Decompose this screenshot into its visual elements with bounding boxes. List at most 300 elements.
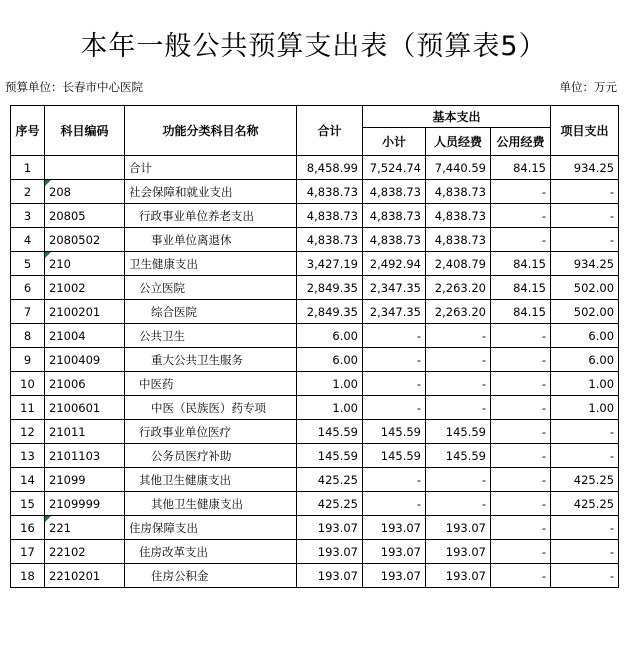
cell-total-text: 425.25 (317, 472, 358, 487)
cell-subtotal-text: - (416, 352, 421, 367)
cell-name (125, 516, 297, 540)
cell-name (125, 564, 297, 588)
cell-seq-text: 16 (20, 520, 35, 535)
table-row (11, 420, 619, 444)
cell-total (297, 156, 363, 180)
cell-total-text: 4,838.73 (306, 208, 358, 223)
cell-project-text: 502.00 (573, 304, 615, 319)
table-row (11, 204, 619, 228)
cell-public-text: - (541, 496, 547, 511)
page-title: 本年一般公共预算支出表（预算表5） (80, 31, 547, 62)
cell-subtotal (363, 300, 426, 324)
cell-personnel (426, 300, 491, 324)
cell-project (551, 324, 619, 348)
cell-public-text: - (541, 544, 547, 559)
cell-subtotal (363, 516, 426, 540)
cell-subtotal-text: 4,838.73 (369, 184, 421, 199)
cell-total-text: 8,458.99 (306, 160, 358, 175)
cell-public-text: - (541, 568, 547, 583)
cell-seq-text: 8 (23, 328, 32, 343)
cell-public (491, 252, 551, 276)
cell-subtotal (363, 540, 426, 564)
cell-total (297, 468, 363, 492)
cell-personnel-text: - (481, 352, 486, 367)
cell-code-text: 2101103 (49, 448, 101, 463)
cell-subtotal-text: - (416, 400, 421, 415)
cell-personnel-text: - (481, 328, 486, 343)
cell-total (297, 372, 363, 396)
header-personnel: 人员经费 (426, 128, 491, 156)
cell-seq-text: 5 (23, 256, 32, 271)
cell-personnel (426, 372, 491, 396)
cell-project (551, 276, 619, 300)
cell-name (125, 300, 297, 324)
cell-code-text: 208 (49, 184, 71, 199)
cell-personnel (426, 396, 491, 420)
cell-subtotal-text: 7,524.74 (369, 160, 421, 175)
cell-personnel-text: - (481, 400, 486, 415)
cell-personnel-text: 7,440.59 (434, 160, 486, 175)
cell-public (491, 420, 551, 444)
cell-seq (11, 492, 45, 516)
cell-code-text: 22102 (49, 544, 86, 559)
cell-seq (11, 252, 45, 276)
cell-total (297, 540, 363, 564)
cell-project (551, 540, 619, 564)
cell-personnel-text: - (481, 472, 486, 487)
cell-subtotal-text: - (416, 328, 421, 343)
cell-subtotal (363, 228, 426, 252)
cell-code-text: 2100601 (49, 400, 101, 415)
cell-total (297, 516, 363, 540)
cell-name (125, 228, 297, 252)
cell-code-text: 20805 (49, 208, 86, 223)
table-row (11, 516, 619, 540)
cell-name (125, 204, 297, 228)
table-row (11, 324, 619, 348)
cell-public-text: - (541, 328, 547, 343)
cell-code-text: 2100201 (49, 304, 101, 319)
cell-personnel-text: 193.07 (445, 568, 486, 583)
cell-code (45, 420, 125, 444)
cell-personnel-text: - (481, 376, 486, 391)
table-row (11, 468, 619, 492)
cell-project-text: - (609, 520, 615, 535)
cell-total (297, 492, 363, 516)
cell-project (551, 348, 619, 372)
cell-subtotal (363, 180, 426, 204)
cell-seq-text: 2 (23, 184, 32, 199)
cell-project (551, 300, 619, 324)
cell-code (45, 492, 125, 516)
header-public: 公用经费 (491, 128, 551, 156)
cell-name (125, 420, 297, 444)
cell-subtotal (363, 324, 426, 348)
cell-subtotal-text: 193.07 (380, 544, 421, 559)
cell-project (551, 516, 619, 540)
cell-subtotal (363, 348, 426, 372)
cell-subtotal-text: 145.59 (380, 448, 421, 463)
cell-code (45, 276, 125, 300)
cell-project-text: 934.25 (573, 160, 615, 175)
cell-personnel (426, 540, 491, 564)
cell-project (551, 396, 619, 420)
cell-subtotal-text: 4,838.73 (369, 208, 421, 223)
cell-project-text: 1.00 (588, 376, 615, 391)
cell-total (297, 420, 363, 444)
cell-subtotal (363, 492, 426, 516)
cell-total-text: 2,849.35 (306, 280, 358, 295)
cell-code-text: 21099 (49, 472, 86, 487)
cell-personnel (426, 180, 491, 204)
cell-seq-text: 10 (20, 376, 35, 391)
table-row (11, 252, 619, 276)
cell-project-text: 1.00 (588, 400, 615, 415)
cell-project (551, 492, 619, 516)
cell-public (491, 444, 551, 468)
cell-public (491, 492, 551, 516)
cell-name (125, 156, 297, 180)
table-row (11, 396, 619, 420)
cell-personnel (426, 324, 491, 348)
table-row (11, 276, 619, 300)
cell-seq-text: 17 (20, 544, 35, 559)
cell-code-text: 2109999 (49, 496, 101, 511)
cell-seq (11, 468, 45, 492)
cell-project (551, 468, 619, 492)
cell-personnel-text: 193.07 (445, 544, 486, 559)
cell-subtotal (363, 564, 426, 588)
cell-seq (11, 300, 45, 324)
cell-personnel-text: 4,838.73 (434, 208, 486, 223)
cell-public (491, 516, 551, 540)
cell-marker-icon (45, 180, 51, 186)
cell-total (297, 564, 363, 588)
cell-public (491, 324, 551, 348)
cell-seq (11, 180, 45, 204)
cell-total-text: 1.00 (332, 400, 358, 415)
cell-public (491, 180, 551, 204)
cell-public-text: - (541, 232, 547, 247)
cell-personnel-text: 2,408.79 (434, 256, 486, 271)
cell-project-text: - (609, 208, 615, 223)
cell-name (125, 372, 297, 396)
cell-seq (11, 564, 45, 588)
cell-seq-text: 3 (23, 208, 32, 223)
cell-personnel (426, 564, 491, 588)
cell-public-text: - (541, 376, 547, 391)
cell-name-text: 公立医院 (139, 280, 185, 295)
cell-project (551, 444, 619, 468)
header-basic: 基本支出 (363, 106, 551, 128)
header-subtotal: 小计 (363, 128, 426, 156)
cell-code (45, 300, 125, 324)
cell-seq (11, 444, 45, 468)
cell-name-text: 中医药 (139, 376, 174, 391)
cell-name (125, 276, 297, 300)
cell-public-text: - (541, 424, 547, 439)
cell-code (45, 372, 125, 396)
cell-seq (11, 540, 45, 564)
cell-subtotal-text: 145.59 (380, 424, 421, 439)
cell-subtotal (363, 276, 426, 300)
cell-total (297, 300, 363, 324)
cell-name-text: 住房公积金 (151, 568, 209, 583)
budget-unit-label: 预算单位：长春市中心医院 (5, 80, 143, 94)
cell-seq-text: 15 (20, 496, 35, 511)
budget-table (10, 105, 619, 588)
cell-code (45, 348, 125, 372)
cell-name-text: 公共卫生 (139, 328, 185, 343)
cell-seq (11, 348, 45, 372)
cell-seq-text: 18 (20, 568, 35, 583)
header-name: 功能分类科目名称 (125, 106, 297, 156)
cell-project-text: 502.00 (573, 280, 615, 295)
cell-total-text: 425.25 (317, 496, 358, 511)
table-row (11, 300, 619, 324)
cell-seq (11, 228, 45, 252)
cell-code (45, 156, 125, 180)
cell-total-text: 1.00 (332, 376, 358, 391)
cell-project-text: - (609, 544, 615, 559)
cell-total (297, 204, 363, 228)
cell-personnel-text: 2,263.20 (434, 304, 486, 319)
cell-personnel (426, 516, 491, 540)
cell-code-text: 210 (49, 256, 71, 271)
table-row (11, 180, 619, 204)
cell-code (45, 228, 125, 252)
cell-name-text: 行政事业单位医疗 (139, 424, 231, 439)
cell-total-text: 4,838.73 (306, 232, 358, 247)
cell-personnel-text: 4,838.73 (434, 184, 486, 199)
cell-public (491, 300, 551, 324)
table-row (11, 372, 619, 396)
cell-personnel (426, 420, 491, 444)
cell-name-text: 其他卫生健康支出 (151, 496, 243, 511)
cell-project (551, 372, 619, 396)
cell-subtotal (363, 396, 426, 420)
cell-code (45, 444, 125, 468)
cell-project (551, 228, 619, 252)
cell-name (125, 396, 297, 420)
table-row (11, 228, 619, 252)
cell-public-text: 84.15 (513, 160, 547, 175)
cell-public-text: 84.15 (513, 256, 547, 271)
cell-code-text: 2210201 (49, 568, 101, 583)
cell-project-text: - (609, 184, 615, 199)
cell-subtotal (363, 204, 426, 228)
cell-public (491, 372, 551, 396)
cell-seq (11, 324, 45, 348)
cell-name (125, 540, 297, 564)
cell-public-text: - (541, 352, 547, 367)
cell-public (491, 276, 551, 300)
cell-name (125, 252, 297, 276)
cell-total-text: 193.07 (317, 568, 358, 583)
cell-personnel-text: 145.59 (445, 424, 486, 439)
cell-public (491, 228, 551, 252)
cell-name-text: 行政事业单位养老支出 (139, 208, 254, 223)
cell-seq-text: 11 (20, 400, 35, 415)
cell-public (491, 348, 551, 372)
cell-total (297, 444, 363, 468)
cell-total-text: 145.59 (317, 448, 358, 463)
cell-public-text: - (541, 520, 547, 535)
cell-code (45, 324, 125, 348)
cell-project (551, 420, 619, 444)
cell-total-text: 6.00 (332, 328, 358, 343)
cell-subtotal-text: 193.07 (380, 520, 421, 535)
cell-seq (11, 276, 45, 300)
cell-name-text: 合计 (129, 160, 152, 175)
cell-name-text: 重大公共卫生服务 (151, 352, 243, 367)
cell-name-text: 中医（民族医）药专项 (151, 400, 266, 415)
cell-code-text: 221 (49, 520, 71, 535)
cell-subtotal-text: 4,838.73 (369, 232, 421, 247)
cell-subtotal-text: 2,347.35 (369, 304, 421, 319)
cell-code-text: 2100409 (49, 352, 101, 367)
currency-unit-label: 单位：万元 (559, 80, 617, 94)
cell-seq-text: 6 (23, 280, 32, 295)
cell-name-text: 综合医院 (151, 304, 197, 319)
cell-total (297, 252, 363, 276)
cell-subtotal-text: 2,492.94 (369, 256, 421, 271)
cell-name (125, 324, 297, 348)
cell-project-text: - (609, 568, 615, 583)
cell-personnel (426, 444, 491, 468)
cell-code-text: 21002 (49, 280, 86, 295)
cell-code (45, 204, 125, 228)
cell-public (491, 156, 551, 180)
cell-public (491, 468, 551, 492)
cell-marker-icon (45, 516, 51, 522)
cell-personnel (426, 348, 491, 372)
cell-total-text: 193.07 (317, 520, 358, 535)
cell-total (297, 324, 363, 348)
cell-subtotal (363, 156, 426, 180)
cell-seq (11, 516, 45, 540)
cell-public-text: - (541, 472, 547, 487)
cell-personnel (426, 276, 491, 300)
table-row (11, 348, 619, 372)
cell-personnel-text: 2,263.20 (434, 280, 486, 295)
cell-code (45, 564, 125, 588)
cell-code (45, 252, 125, 276)
cell-subtotal (363, 372, 426, 396)
cell-name (125, 492, 297, 516)
cell-code-text: 21004 (49, 328, 86, 343)
cell-public-text: - (541, 184, 547, 199)
table-row (11, 492, 619, 516)
header-project: 项目支出 (551, 106, 619, 156)
cell-seq (11, 372, 45, 396)
cell-name-text: 住房保障支出 (129, 520, 198, 535)
cell-project (551, 204, 619, 228)
cell-subtotal-text: 2,347.35 (369, 280, 421, 295)
cell-project-text: - (609, 232, 615, 247)
cell-project (551, 564, 619, 588)
cell-name-text: 事业单位离退休 (151, 232, 232, 247)
cell-total-text: 4,838.73 (306, 184, 358, 199)
cell-total-text: 3,427.19 (306, 256, 358, 271)
table-body (11, 156, 619, 588)
cell-seq-text: 1 (23, 160, 32, 175)
table-row (11, 156, 619, 180)
cell-name-text: 卫生健康支出 (129, 256, 198, 271)
cell-project-text: 6.00 (588, 352, 615, 367)
cell-name (125, 348, 297, 372)
cell-public (491, 396, 551, 420)
cell-code (45, 540, 125, 564)
cell-code (45, 468, 125, 492)
cell-name-text: 社会保障和就业支出 (129, 184, 233, 199)
cell-code (45, 516, 125, 540)
cell-subtotal-text: - (416, 376, 421, 391)
cell-seq (11, 396, 45, 420)
cell-total (297, 228, 363, 252)
cell-public-text: 84.15 (513, 304, 547, 319)
cell-code-text: 21006 (49, 376, 86, 391)
cell-project-text: 425.25 (573, 496, 615, 511)
cell-project (551, 180, 619, 204)
cell-personnel (426, 492, 491, 516)
header-seq: 序号 (11, 106, 45, 156)
cell-seq (11, 204, 45, 228)
header-total: 合计 (297, 106, 363, 156)
cell-name (125, 468, 297, 492)
cell-name (125, 444, 297, 468)
cell-public (491, 204, 551, 228)
cell-code (45, 180, 125, 204)
cell-seq (11, 156, 45, 180)
cell-personnel-text: 145.59 (445, 448, 486, 463)
cell-public (491, 540, 551, 564)
cell-seq-text: 4 (23, 232, 32, 247)
cell-name-text: 公务员医疗补助 (151, 448, 232, 463)
cell-personnel (426, 156, 491, 180)
cell-total-text: 145.59 (317, 424, 358, 439)
cell-public-text: - (541, 448, 547, 463)
cell-personnel (426, 204, 491, 228)
cell-subtotal-text: - (416, 496, 421, 511)
cell-project-text: - (609, 424, 615, 439)
cell-personnel-text: - (481, 496, 486, 511)
cell-personnel-text: 4,838.73 (434, 232, 486, 247)
table-row (11, 444, 619, 468)
cell-seq-text: 12 (20, 424, 35, 439)
cell-project (551, 156, 619, 180)
cell-seq-text: 14 (20, 472, 35, 487)
cell-total-text: 6.00 (332, 352, 358, 367)
cell-public-text: 84.15 (513, 280, 547, 295)
cell-subtotal (363, 468, 426, 492)
cell-project-text: 425.25 (573, 472, 615, 487)
cell-code (45, 396, 125, 420)
cell-subtotal (363, 420, 426, 444)
cell-project-text: 934.25 (573, 256, 615, 271)
cell-project (551, 252, 619, 276)
cell-public (491, 564, 551, 588)
cell-total (297, 396, 363, 420)
cell-public-text: - (541, 400, 547, 415)
cell-marker-icon (45, 252, 51, 258)
cell-total (297, 348, 363, 372)
cell-seq-text: 13 (20, 448, 35, 463)
cell-seq (11, 420, 45, 444)
cell-total-text: 2,849.35 (306, 304, 358, 319)
cell-public-text: - (541, 208, 547, 223)
cell-subtotal-text: 193.07 (380, 568, 421, 583)
